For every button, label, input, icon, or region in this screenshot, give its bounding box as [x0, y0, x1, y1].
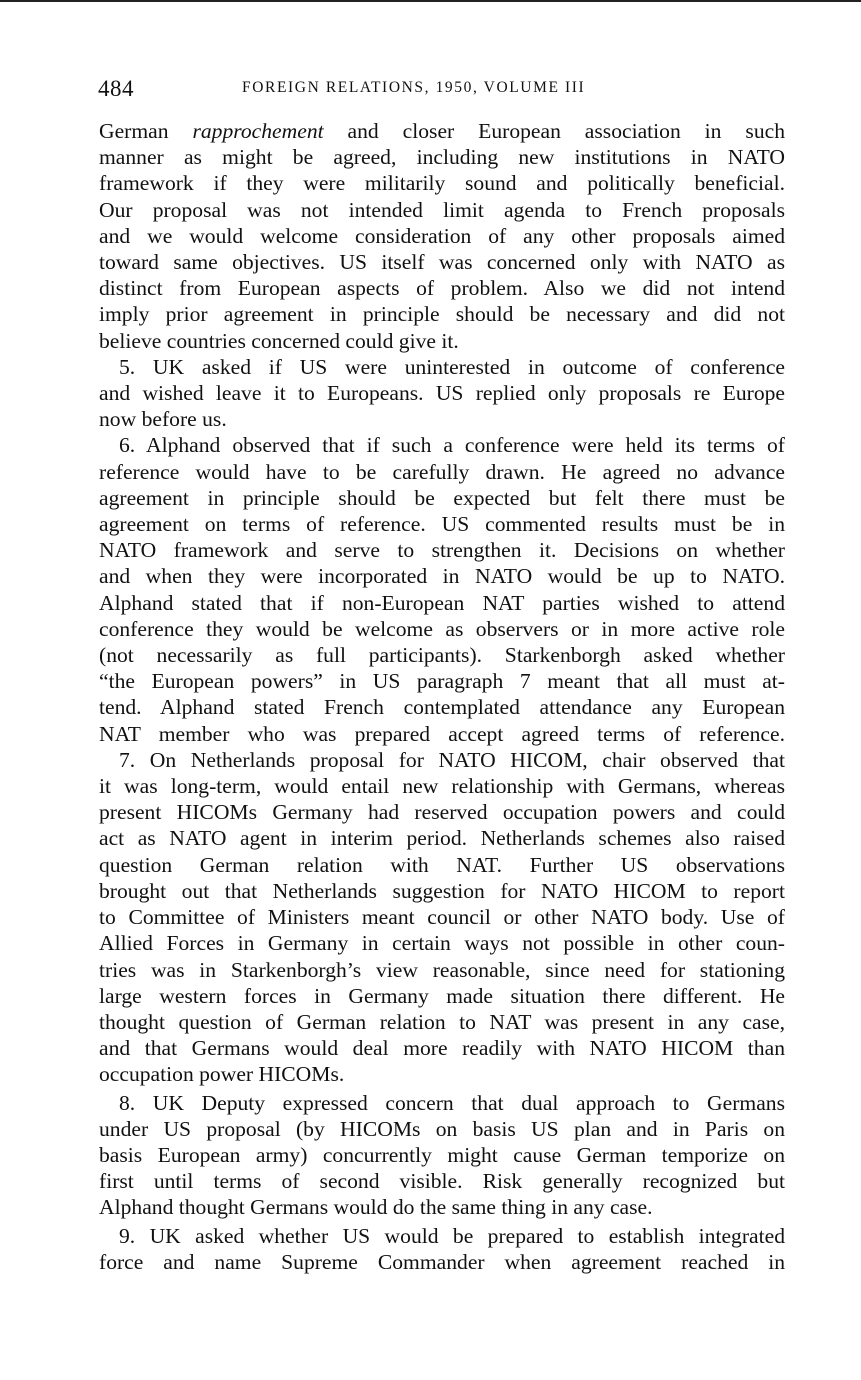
- text-line: Our proposal was not intended limit agenda to French proposals: [99, 197, 785, 222]
- text-line: first until terms of second visible. Risk generally recognized but: [99, 1169, 785, 1194]
- text-line: “the European powers” in US paragraph 7 meant that all must at-: [99, 669, 785, 694]
- paragraph-9-start: 9. UK asked whether US would be prepared to establish integrated: [119, 1223, 785, 1248]
- text-line: occupation power HICOMs.: [99, 1062, 345, 1087]
- paragraph-5-start: 5. UK asked if US were uninterested in outcome of conference: [119, 354, 785, 379]
- text-line: act as NATO agent in interim period. Netherlands schemes also raised: [99, 826, 785, 851]
- top-edge-rule: [0, 0, 861, 2]
- text-line: and that Germans would deal more readily with NATO HICOM than: [99, 1036, 785, 1061]
- text-line: thought question of German relation to NAT was present in any case,: [99, 1009, 785, 1034]
- text-line: large western forces in Germany made situation there different. He: [99, 983, 785, 1008]
- text-line: basis European army) concurrently might cause German temporize on: [99, 1142, 785, 1167]
- text-line: framework if they were militarily sound and politically beneficial.: [99, 171, 785, 196]
- text-line: [99, 118, 785, 144]
- text-line: Alphand thought Germans would do the same thing in any case.: [99, 1195, 653, 1220]
- italic-term: rapprochement: [192, 119, 324, 143]
- paragraph-6-start: 6. Alphand observed that if such a conference were held its terms of: [119, 433, 785, 458]
- text-line: question German relation with NAT. Further US observations: [99, 852, 785, 877]
- text-line: agreement in principle should be expected but felt there must be: [99, 485, 785, 510]
- text-segment: and closer European association in such: [323, 119, 785, 143]
- text-line: it was long-term, would entail new relationship with Germans, whereas: [99, 774, 785, 799]
- text-line: and we would welcome consideration of any other proposals aimed: [99, 223, 785, 248]
- text-line: to Committee of Ministers meant council or other NATO body. Use of: [99, 905, 785, 930]
- text-line: conference they would be welcome as observers or in more active role: [99, 616, 785, 641]
- text-line: distinct from European aspects of problem. Also we did not intend: [99, 276, 785, 301]
- text-line: imply prior agreement in principle should be necessary and did not: [99, 302, 785, 327]
- body-text: [99, 118, 785, 1275]
- text-line: tries was in Starkenborgh’s view reasonable, since need for stationing: [99, 957, 785, 982]
- text-line: agreement on terms of reference. US commented results must be in: [99, 512, 785, 537]
- text-line: Allied Forces in Germany in certain ways not possible in other coun-: [99, 931, 785, 956]
- text-line: NATO framework and serve to strengthen it. Decisions on whether: [99, 538, 785, 563]
- text-line: manner as might be agreed, including new institutions in NATO: [99, 145, 785, 170]
- page-number: 484: [98, 76, 134, 101]
- text-line: reference would have to be carefully drawn. He agreed no advance: [99, 459, 785, 484]
- text-line: tend. Alphand stated French contemplated attendance any European: [99, 695, 785, 720]
- text-line: Alphand stated that if non-European NAT parties wished to attend: [99, 590, 785, 615]
- running-head: [98, 76, 784, 106]
- text-line: present HICOMs Germany had reserved occupation powers and could: [99, 800, 785, 825]
- text-line: NAT member who was prepared accept agreed terms of reference.: [99, 721, 785, 746]
- text-line: and wished leave it to Europeans. US replied only proposals re Europe: [99, 381, 785, 406]
- paragraph-8-start: 8. UK Deputy expressed concern that dual approach to Germans: [119, 1090, 785, 1115]
- text-line: under US proposal (by HICOMs on basis US plan and in Paris on: [99, 1116, 785, 1141]
- text-line: believe countries concerned could give it.: [99, 328, 459, 353]
- text-segment: German: [99, 119, 193, 143]
- text-line: now before us.: [99, 407, 227, 432]
- text-line: force and name Supreme Commander when agreement reached in: [99, 1249, 785, 1274]
- text-line: toward same objectives. US itself was concerned only with NATO as: [99, 250, 785, 275]
- text-line: (not necessarily as full participants). Starkenborgh asked whether: [99, 643, 785, 668]
- paragraph-7-start: 7. On Netherlands proposal for NATO HICOM, chair observed that: [119, 747, 785, 772]
- running-title: FOREIGN RELATIONS, 1950, VOLUME III: [242, 79, 586, 96]
- text-line: brought out that Netherlands suggestion for NATO HICOM to report: [99, 878, 785, 903]
- text-line: and when they were incorporated in NATO would be up to NATO.: [99, 564, 785, 589]
